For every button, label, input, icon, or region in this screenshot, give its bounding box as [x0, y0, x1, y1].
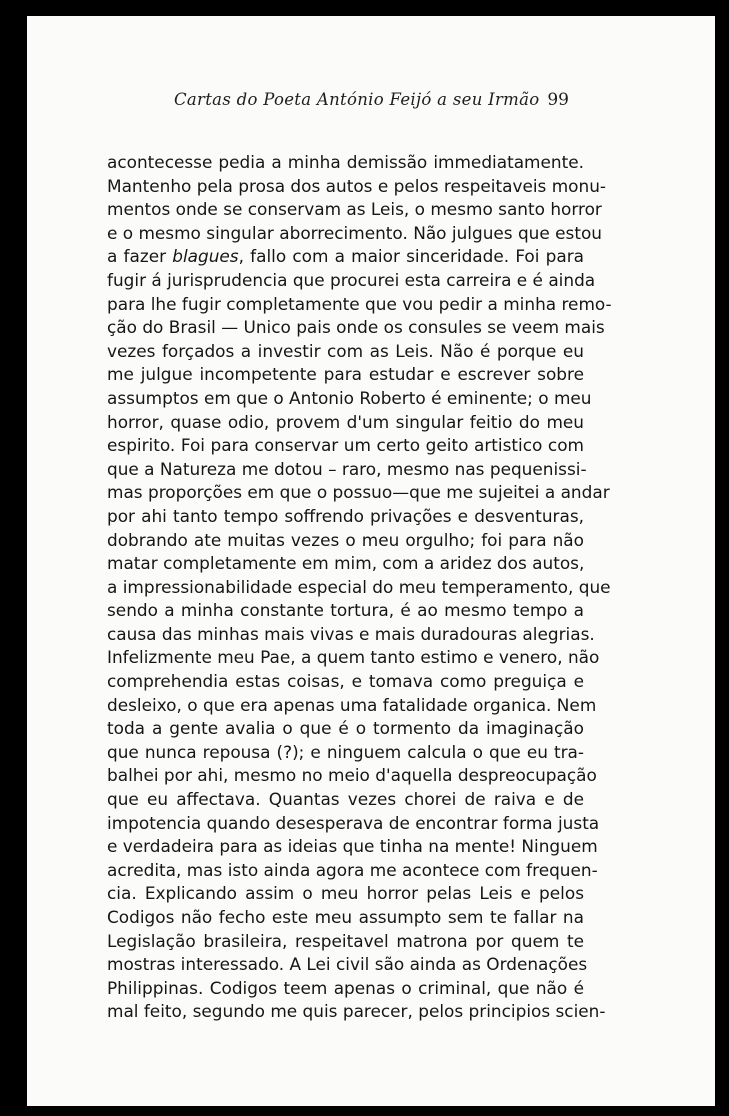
text-line: espirito. Foi para conservar um certo geito artistico com [107, 435, 584, 456]
text-line: desleixo, o que era apenas uma fatalidade organica. Nem [107, 694, 597, 715]
text-line: e o mesmo singular aborrecimento. Não julgues que estou [107, 222, 602, 243]
text-line: Legislação brasileira, respeitavel matrona por quem te [107, 930, 584, 951]
text-line: toda a gente avalia o que é o tormento da imaginação [107, 718, 584, 739]
text-line: causa das minhas mais vivas e mais duradouras alegrias. [107, 623, 595, 644]
text-line: impotencia quando desesperava de encontrar forma justa [107, 812, 600, 833]
text-line: que eu affectava. Quantas vezes chorei de raiva e de [107, 789, 584, 810]
text-line: mal feito, segundo me quis parecer, pelos principios scien- [107, 1001, 606, 1022]
text-segment: a fazer [107, 246, 167, 267]
text-line: me julgue incompetente para estudar e escrever sobre [107, 364, 584, 385]
text-line: acontecesse pedia a minha demissão immediatamente. [107, 152, 584, 172]
text-line: assumptos em que o Antonio Roberto é eminente; o meu [107, 387, 592, 408]
text-segment: , fallo com a maior sinceridade. Foi para [238, 246, 585, 267]
italic-word: blagues [172, 246, 239, 267]
text-line: e verdadeira para as ideias que tinha na mente! Ninguem [107, 836, 598, 857]
text-line: Infelizmente meu Pae, a quem tanto estimo e venero, não [107, 647, 600, 668]
body-text [107, 151, 612, 1024]
text-line: acredita, mas isto ainda agora me acontece com frequen- [107, 859, 598, 880]
text-line: ção do Brasil — Unico pais onde os consules se veem mais [107, 317, 605, 338]
text-line: horror, quase odio, provem d'um singular feitio do meu [107, 411, 584, 432]
text-line: Codigos não fecho este meu assumpto sem te fallar na [107, 907, 584, 927]
text-line: que nunca repousa (?); e ninguem calcula o que eu tra- [107, 741, 584, 762]
text-line: balhei por ahi, mesmo no meio d'aquella despreocupação [107, 765, 597, 786]
page-header [174, 90, 569, 120]
text-line [107, 245, 584, 269]
text-line: vezes forçados a investir com as Leis. Não é porque eu [107, 340, 584, 361]
text-line: matar completamente em mim, com a aridez dos autos, [107, 553, 585, 574]
text-line: fugir á jurisprudencia que procurei esta carreira e é ainda [107, 269, 596, 290]
text-line: para lhe fugir completamente que vou pedir a minha remo- [107, 293, 612, 314]
text-line: mostras interessado. A Lei civil são ainda as Ordenações [107, 954, 588, 975]
text-line: Mantenho pela prosa dos autos e pelos respeitaveis monu- [107, 175, 606, 196]
text-line: por ahi tanto tempo soffrendo privações e desventuras, [107, 505, 584, 526]
text-line: comprehendia estas coisas, e tomava como preguiça e [107, 671, 584, 692]
text-line: sendo a minha constante tortura, é ao mesmo tempo a [107, 600, 584, 621]
text-line: que a Natureza me dotou – raro, mesmo nas pequenissi- [107, 458, 587, 479]
text-line: dobrando ate muitas vezes o meu orgulho; foi para não [107, 529, 584, 550]
text-line: mentos onde se conservam as Leis, o mesmo santo horror [107, 199, 602, 220]
text-line: Philippinas. Codigos teem apenas o criminal, que não é [107, 977, 584, 998]
running-title: Cartas do Poeta António Feijó a seu Irmão [174, 90, 540, 109]
text-line: a impressionabilidade especial do meu temperamento, que [107, 576, 611, 597]
text-line: mas proporções em que o possuo—que me sujeitei a andar [107, 482, 610, 503]
book-page [27, 16, 715, 1106]
text-line: cia. Explicando assim o meu horror pelas Leis e pelos [107, 883, 584, 904]
page-number: 99 [547, 90, 569, 110]
